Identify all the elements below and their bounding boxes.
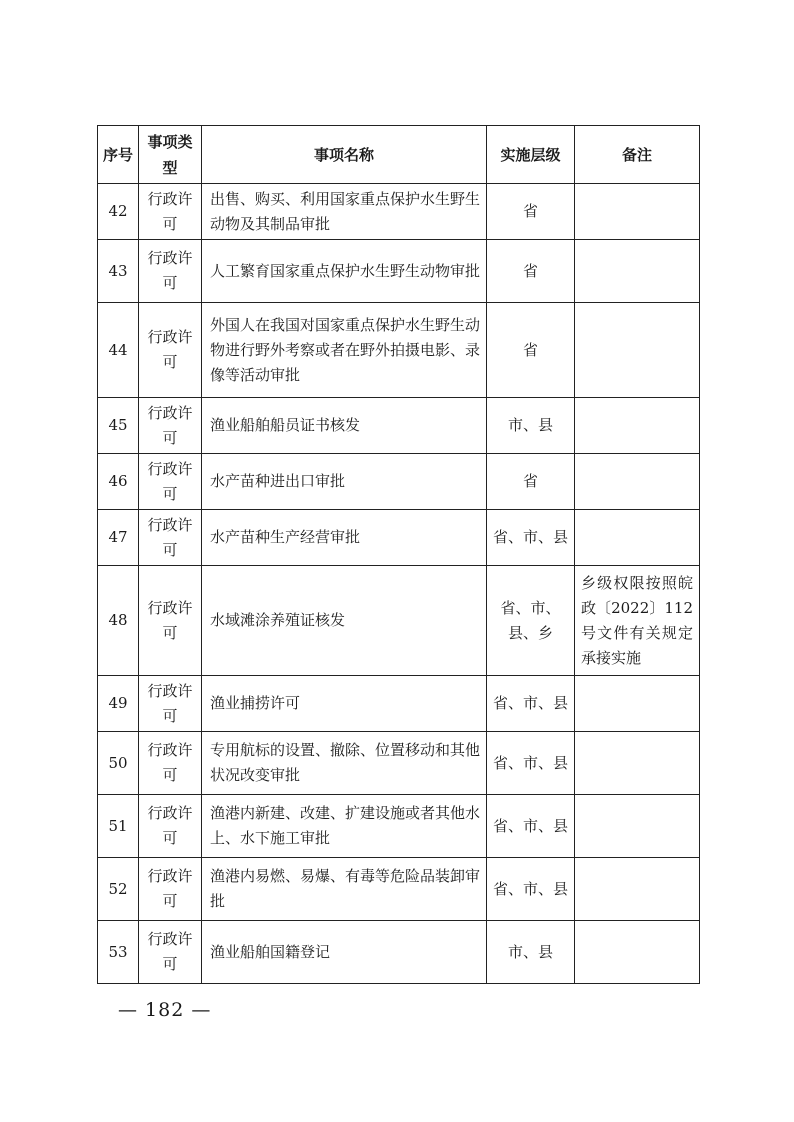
row-serial-number: 42	[98, 184, 139, 240]
row-implementation-level: 省、市、县	[487, 858, 575, 921]
header-implementation-level: 实施层级	[487, 126, 575, 184]
table-row	[98, 184, 700, 240]
row-item-type: 行政许可	[139, 566, 202, 676]
row-item-type: 行政许可	[139, 240, 202, 303]
row-remarks	[575, 510, 700, 566]
table-row	[98, 566, 700, 676]
row-serial-number: 46	[98, 454, 139, 510]
row-remarks	[575, 398, 700, 454]
row-remarks: 乡级权限按照皖政〔2022〕112号文件有关规定承接实施	[575, 566, 700, 676]
header-item-type: 事项类型	[139, 126, 202, 184]
header-remarks: 备注	[575, 126, 700, 184]
row-serial-number: 45	[98, 398, 139, 454]
row-item-name: 专用航标的设置、撤除、位置移动和其他状况改变审批	[202, 732, 487, 795]
row-serial-number: 43	[98, 240, 139, 303]
row-remarks	[575, 676, 700, 732]
items-table	[97, 125, 700, 984]
row-serial-number: 48	[98, 566, 139, 676]
row-item-name: 渔业船舶国籍登记	[202, 921, 487, 984]
table-row	[98, 676, 700, 732]
row-serial-number: 47	[98, 510, 139, 566]
row-implementation-level: 省、市、县	[487, 510, 575, 566]
table-row	[98, 795, 700, 858]
table-row	[98, 454, 700, 510]
row-implementation-level: 省	[487, 303, 575, 398]
table-row	[98, 240, 700, 303]
row-implementation-level: 省	[487, 240, 575, 303]
table-row	[98, 732, 700, 795]
table-row	[98, 921, 700, 984]
row-item-name: 外国人在我国对国家重点保护水生野生动物进行野外考察或者在野外拍摄电影、录像等活动审批	[202, 303, 487, 398]
row-implementation-level: 省、市、县	[487, 676, 575, 732]
table-row	[98, 303, 700, 398]
header-item-name: 事项名称	[202, 126, 487, 184]
table-row	[98, 398, 700, 454]
row-remarks	[575, 858, 700, 921]
row-item-name: 出售、购买、利用国家重点保护水生野生动物及其制品审批	[202, 184, 487, 240]
row-implementation-level: 省、市、县	[487, 795, 575, 858]
table-row	[98, 510, 700, 566]
row-item-name: 水产苗种生产经营审批	[202, 510, 487, 566]
row-item-name: 渔业船舶船员证书核发	[202, 398, 487, 454]
row-remarks	[575, 303, 700, 398]
row-item-name: 人工繁育国家重点保护水生野生动物审批	[202, 240, 487, 303]
row-item-type: 行政许可	[139, 510, 202, 566]
row-implementation-level: 市、县	[487, 921, 575, 984]
row-item-type: 行政许可	[139, 184, 202, 240]
table-row	[98, 858, 700, 921]
row-serial-number: 51	[98, 795, 139, 858]
row-item-type: 行政许可	[139, 732, 202, 795]
row-item-name: 水产苗种进出口审批	[202, 454, 487, 510]
header-serial-number: 序号	[98, 126, 139, 184]
row-remarks	[575, 732, 700, 795]
row-remarks	[575, 921, 700, 984]
row-item-type: 行政许可	[139, 398, 202, 454]
row-implementation-level: 省、市、县	[487, 732, 575, 795]
row-item-type: 行政许可	[139, 303, 202, 398]
row-item-name: 渔港内新建、改建、扩建设施或者其他水上、水下施工审批	[202, 795, 487, 858]
row-implementation-level: 省	[487, 454, 575, 510]
row-item-type: 行政许可	[139, 676, 202, 732]
row-item-type: 行政许可	[139, 795, 202, 858]
row-serial-number: 52	[98, 858, 139, 921]
row-item-type: 行政许可	[139, 921, 202, 984]
row-item-type: 行政许可	[139, 858, 202, 921]
row-serial-number: 53	[98, 921, 139, 984]
row-implementation-level: 市、县	[487, 398, 575, 454]
row-remarks	[575, 454, 700, 510]
row-remarks	[575, 240, 700, 303]
row-implementation-level: 省、市、县、乡	[487, 566, 575, 676]
row-item-type: 行政许可	[139, 454, 202, 510]
row-item-name: 渔港内易燃、易爆、有毒等危险品装卸审批	[202, 858, 487, 921]
row-remarks	[575, 795, 700, 858]
row-implementation-level: 省	[487, 184, 575, 240]
row-serial-number: 44	[98, 303, 139, 398]
table-header-row	[98, 126, 700, 184]
row-item-name: 水域滩涂养殖证核发	[202, 566, 487, 676]
row-serial-number: 49	[98, 676, 139, 732]
page-number: — 182 —	[118, 999, 212, 1021]
row-remarks	[575, 184, 700, 240]
row-serial-number: 50	[98, 732, 139, 795]
row-item-name: 渔业捕捞许可	[202, 676, 487, 732]
